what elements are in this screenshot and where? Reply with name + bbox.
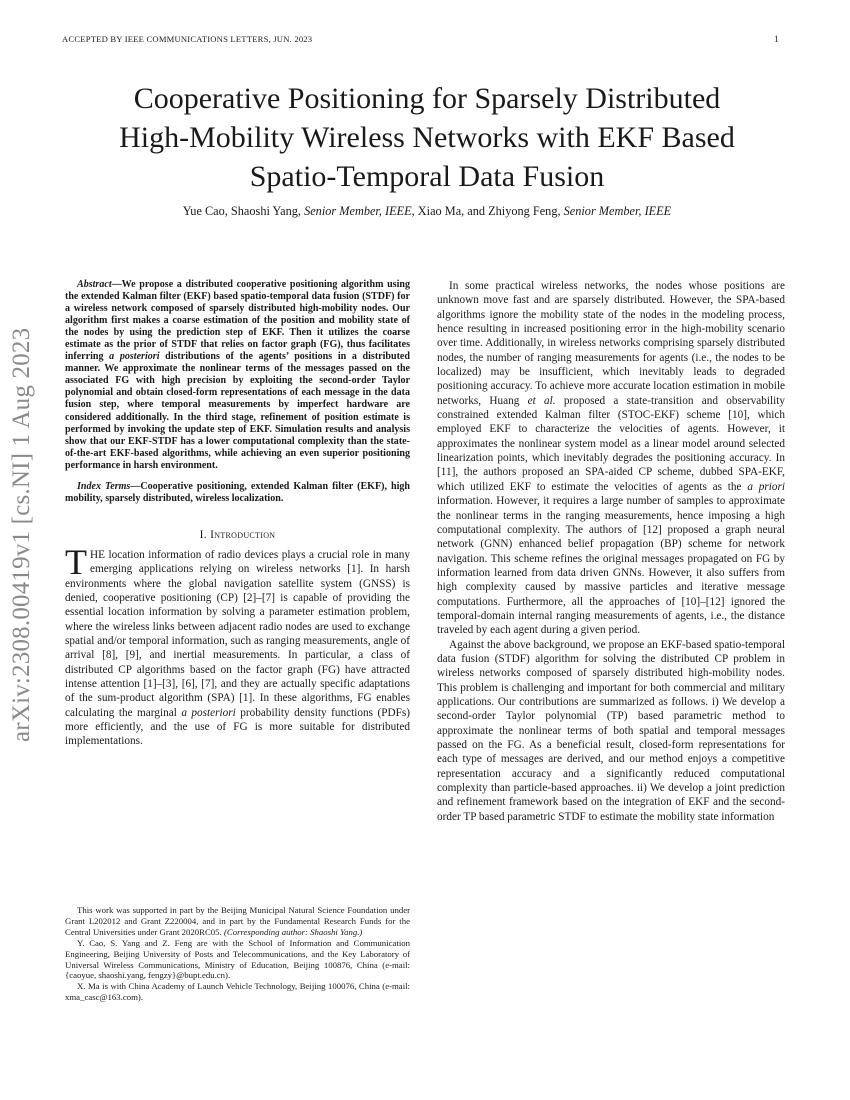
right-p1-text-a: In some practical wireless networks, the nodes whose positions are unknown move fast and are sparsely distributed. However, the SPA-based algorithms ignore the mobility state of the nodes in the modeling process, hence resulting in increased positioning error in the high-mobility scenario over time. Additionally, in wireless networks comprising sparsely distributed nodes, the number of ranging measurements for agents (i.e., the nodes to be localized) may be insufficient, which inevitably leads to degraded positioning accuracy. To achieve more accurate location estimation in mobile networks, Huang <box>437 280 785 407</box>
title-line-2: High-Mobility Wireless Networks with EKF Based <box>119 121 735 154</box>
index-terms <box>65 481 410 505</box>
right-p1-apriori: a priori <box>747 480 785 493</box>
right-p1-text-c: information. However, it requires a large number of samples to approximate the nonlinear terms in the ranging measurements, hence imposing a high computational complexity. The authors of [12] proposed a graph neural network (GNN) enhanced belief propagation (BP) scheme for network navigation. This scheme refines the original messages propagated on FG by information learned from data driven GNNs. However, it also suffers from high complexity caused by massive particles and iterative message computations. Furthermore, all the approaches of [10]–[12] ignored the temporal-domain internal ranging measurements of agents, i.e., the distance traveled by each agent during a given period. <box>437 495 785 637</box>
footnote-affiliation-2: X. Ma is with China Academy of Launch Vehicle Technology, Beijing 100076, China (e-mail: xma_casc@163.com). <box>65 981 410 1003</box>
arxiv-identifier-stamp[interactable]: arXiv:2308.00419v1 [cs.NI] 1 Aug 2023 <box>8 327 35 742</box>
index-terms-label: Index Terms <box>77 480 131 492</box>
abstract-italic: a posteriori <box>109 351 160 363</box>
title-line-1: Cooperative Positioning for Sparsely Distributed <box>133 82 721 115</box>
intro-text-2: probability density functions (PDFs) more efficiently, and the use of FG is more suitable for distributed implementations. <box>65 706 410 748</box>
footnote-corresponding-author: (Corresponding author: Shaoshi Yang.) <box>223 926 363 937</box>
author-names-2: , Xiao Ma, and Zhiyong Feng, <box>411 204 564 218</box>
section-number: I. <box>199 528 211 541</box>
intro-italic: a posteriori <box>181 706 236 719</box>
abstract-label: Abstract <box>77 279 112 290</box>
section-title: Introduction <box>210 528 276 541</box>
right-column <box>437 279 785 824</box>
footnote-funding-text: This work was supported in part by the Beijing Municipal Natural Science Foundation under Grant L202012 and Grant Z220004, and in part by the Fundamental Research Funds for the Central Universities under Grant 2020RC05. <box>65 905 410 937</box>
section-heading-introduction <box>65 529 410 541</box>
right-paragraph-1 <box>437 279 785 638</box>
footnotes <box>65 905 410 1003</box>
drop-cap-letter: T <box>65 541 87 582</box>
footnote-funding <box>65 905 410 938</box>
abstract <box>65 279 410 472</box>
footnote-affiliation-1: Y. Cao, S. Yang and Z. Feng are with the School of Information and Communication Engineering, Beijing University of Posts and Telecommunications, and the Key Laboratory of Universal Wireless Communications, Ministry of Education, Beijing 100876, China (e-mail: {caoyue, shaoshi.yang, fengzy}@bupt.edu.cn). <box>65 937 410 981</box>
paper-title <box>62 79 792 196</box>
intro-paragraph-1 <box>65 541 410 749</box>
author-role-2: Senior Member, IEEE <box>563 204 672 218</box>
author-names-1: Yue Cao, Shaoshi Yang, <box>182 204 305 218</box>
running-header: ACCEPTED BY IEEE COMMUNICATIONS LETTERS, JUN. 2023 <box>62 34 313 44</box>
right-p1-text-b: proposed a state-transition and observability constrained extended Kalman filter (STOC-EKF) scheme [10], which employed EKF to characterize the velocities of agents. However, it approximates the nonlinear system model as a linear model around selected linearization points, which inevitably degrades the positioning accuracy. In [11], the authors proposed an SPA-aided CP scheme, dubbed SPA-EKF, which utilized EKF to estimate the velocities of agents as the <box>437 394 785 493</box>
index-terms-text: —Cooperative positioning, extended Kalman filter (EKF), high mobility, sparsely distributed, wireless localization. <box>65 480 410 504</box>
intro-first-word: HE <box>90 548 105 561</box>
intro-text-1: location information of radio devices plays a crucial role in many emerging applications relying on wireless networks [1]. In harsh environments where the global navigation satellite system (GNSS) is denied, cooperative positioning (CP) [2]–[7] is capable of providing the essential location information by solving a parameter estimation problem, where the wireless links between adjacent radio nodes are used to exchange spatial and/or temporal information, such as ranging measurements, angle of arrival [8], [9], and inertial measurements. In particular, a class of distributed CP algorithms based on the factor graph (FG) have attracted intense attention [1]–[3], [6], [7], and they are actually specific adaptations of the sum-product algorithm (SPA) [1]. In these algorithms, FG enables calculating the marginal <box>65 548 410 719</box>
right-paragraph-2: Against the above background, we propose an EKF-based spatio-temporal data fusion (STDF) algorithm for solving the distributed CP problem in wireless networks composed of sparsely distributed high-mobility nodes. This problem is challenging and important for both commercial and military applications. Our contributions are summarized as follows. i) We develop a second-order Taylor polynomial (TP) based parametric method to approximate the nonlinear terms of both spatial and temporal messages passed on the FG. As a beneficial result, closed-form representations for each type of messages are derived, and our method enjoys a competitive representation accuracy and a significantly reduced computational complexity than particle-based approaches. ii) We develop a joint prediction and refinement framework based on the integration of EKF and the second-order TP based parametric STDF to estimate the mobility state information <box>437 638 785 823</box>
author-role-1: Senior Member, IEEE <box>304 204 412 218</box>
abstract-text-1: —We propose a distributed cooperative positioning algorithm using the extended Kalman filter (EKF) based spatio-temporal data fusion (STDF) for a wireless network composed of sparsely distributed high-mobility nodes. Our algorithm first makes a coarse estimation of the position and mobility state of the nodes by using the prediction step of EKF. Then it utilizes the coarse estimate as the prior of STDF that relies on factor graph (FG), thus facilitates inferring <box>65 279 410 363</box>
left-column <box>65 279 410 749</box>
abstract-text-2: distributions of the agents’ positions in a distributed manner. We approximate the nonlinear terms of the messages passed on the associated FG with high precision by exploiting the second-order Taylor polynomial and obtain closed-form representations of each message in the data fusion step, where temporal measurements by imperfect hardware are considered additionally. In the third stage, refinement of position estimate is performed by invoking the update step of EKF. Simulation results and analysis show that our EKF-STDF has a lower computational complexity than the state-of-the-art EKF-based algorithms, while achieving an even superior positioning performance in harsh environment. <box>65 351 410 471</box>
page-number: 1 <box>774 34 779 44</box>
author-list <box>62 204 792 219</box>
right-p1-etal: et al. <box>527 394 556 407</box>
title-line-3: Spatio-Temporal Data Fusion <box>249 160 605 193</box>
